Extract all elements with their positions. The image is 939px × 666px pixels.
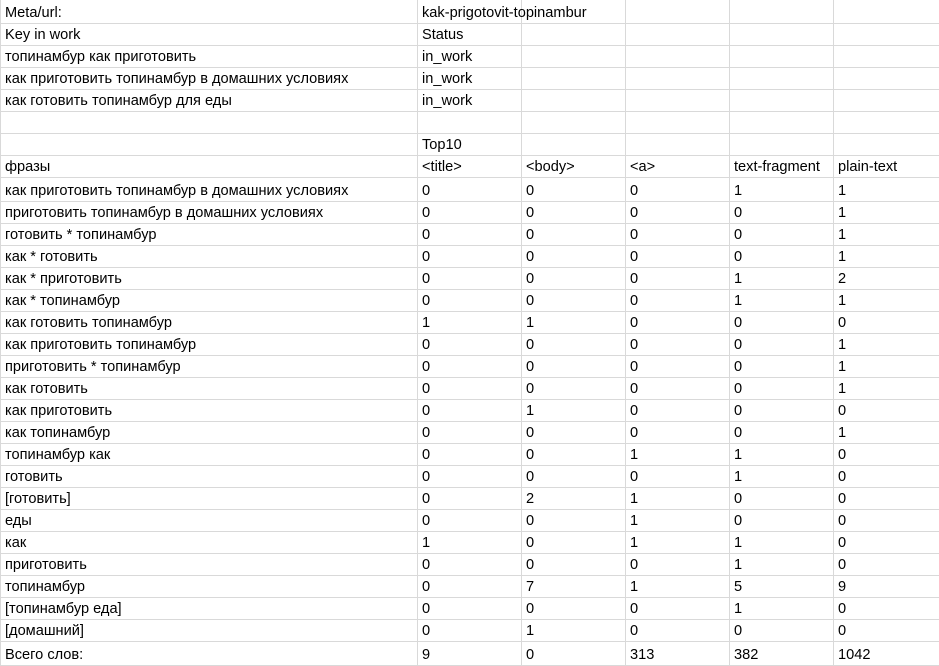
- title-count-cell[interactable]: 0: [418, 598, 522, 620]
- body-count-cell[interactable]: 0: [522, 202, 626, 224]
- plain-text-count-cell[interactable]: 1: [834, 246, 939, 268]
- table-row: [1, 312, 939, 334]
- table-row: [1, 356, 939, 378]
- meta-value-cell[interactable]: kak-prigotovit-topinambur: [418, 0, 522, 24]
- a-count-cell[interactable]: 1: [626, 510, 730, 532]
- plain-text-count-cell[interactable]: 2: [834, 268, 939, 290]
- body-count-cell[interactable]: 7: [522, 576, 626, 598]
- phrase-cell[interactable]: как * приготовить: [1, 268, 418, 290]
- phrase-cell[interactable]: как топинамбур: [1, 422, 418, 444]
- table-row: [1, 598, 939, 620]
- table-row: [1, 444, 939, 466]
- plain-text-count-cell[interactable]: 0: [834, 400, 939, 422]
- column-header-row: [1, 156, 939, 178]
- phrase-cell[interactable]: готовить: [1, 466, 418, 488]
- empty-cell[interactable]: [522, 112, 626, 134]
- body-count-cell[interactable]: 0: [522, 422, 626, 444]
- totals-plain-text-cell[interactable]: 1042: [834, 642, 939, 666]
- text-fragment-count-cell[interactable]: 0: [730, 224, 834, 246]
- text-fragment-count-cell[interactable]: 1: [730, 268, 834, 290]
- title-count-cell[interactable]: 0: [418, 510, 522, 532]
- plain-text-count-cell[interactable]: 1: [834, 356, 939, 378]
- key-phrase-cell[interactable]: топинамбур как приготовить: [1, 46, 418, 68]
- empty-cell[interactable]: [418, 112, 522, 134]
- phrase-cell[interactable]: приготовить * топинамбур: [1, 356, 418, 378]
- a-count-cell[interactable]: 0: [626, 422, 730, 444]
- phrase-cell[interactable]: [домашний]: [1, 620, 418, 642]
- phrase-cell[interactable]: как: [1, 532, 418, 554]
- a-count-cell[interactable]: 0: [626, 466, 730, 488]
- title-count-cell[interactable]: 0: [418, 400, 522, 422]
- empty-cell[interactable]: [730, 24, 834, 46]
- spreadsheet-body: [1, 0, 939, 178]
- a-count-cell[interactable]: 0: [626, 246, 730, 268]
- phrase-rows: [1, 178, 939, 642]
- totals-body-cell[interactable]: 0: [522, 642, 626, 666]
- empty-cell[interactable]: [834, 24, 939, 46]
- key-phrase-cell[interactable]: как готовить топинамбур для еды: [1, 90, 418, 112]
- text-fragment-count-cell[interactable]: 0: [730, 378, 834, 400]
- body-count-cell[interactable]: 0: [522, 246, 626, 268]
- a-count-cell[interactable]: 0: [626, 224, 730, 246]
- phrase-cell[interactable]: как готовить топинамбур: [1, 312, 418, 334]
- title-count-cell[interactable]: 0: [418, 356, 522, 378]
- title-count-cell[interactable]: 0: [418, 178, 522, 202]
- totals-title-cell[interactable]: 9: [418, 642, 522, 666]
- table-row: [1, 620, 939, 642]
- empty-cell[interactable]: [834, 0, 939, 24]
- title-count-cell[interactable]: 0: [418, 378, 522, 400]
- empty-cell[interactable]: [522, 68, 626, 90]
- plain-text-count-cell[interactable]: 0: [834, 466, 939, 488]
- body-count-cell[interactable]: 1: [522, 312, 626, 334]
- empty-cell[interactable]: [626, 0, 730, 24]
- plain-text-count-cell[interactable]: 1: [834, 202, 939, 224]
- table-row: [1, 554, 939, 576]
- plain-text-count-cell[interactable]: 9: [834, 576, 939, 598]
- table-row: [1, 178, 939, 202]
- table-row: [1, 224, 939, 246]
- header-phrase-cell[interactable]: фразы: [1, 156, 418, 178]
- phrase-cell[interactable]: [готовить]: [1, 488, 418, 510]
- header-title-cell[interactable]: <title>: [418, 156, 522, 178]
- empty-cell[interactable]: [1, 112, 418, 134]
- title-count-cell[interactable]: 1: [418, 532, 522, 554]
- plain-text-count-cell[interactable]: 1: [834, 378, 939, 400]
- phrase-cell[interactable]: готовить * топинамбур: [1, 224, 418, 246]
- a-count-cell[interactable]: 0: [626, 620, 730, 642]
- title-count-cell[interactable]: 0: [418, 444, 522, 466]
- text-fragment-count-cell[interactable]: 5: [730, 576, 834, 598]
- totals-text-fragment-cell[interactable]: 382: [730, 642, 834, 666]
- plain-text-count-cell[interactable]: 0: [834, 554, 939, 576]
- phrase-cell[interactable]: как * готовить: [1, 246, 418, 268]
- meta-row: [1, 0, 939, 24]
- table-row: [1, 532, 939, 554]
- phrase-cell[interactable]: как приготовить: [1, 400, 418, 422]
- a-count-cell[interactable]: 0: [626, 312, 730, 334]
- empty-cell[interactable]: [522, 134, 626, 156]
- empty-cell[interactable]: [834, 134, 939, 156]
- a-count-cell[interactable]: 0: [626, 178, 730, 202]
- phrase-cell[interactable]: как приготовить топинамбур: [1, 334, 418, 356]
- totals-a-cell[interactable]: 313: [626, 642, 730, 666]
- title-count-cell[interactable]: 0: [418, 620, 522, 642]
- title-count-cell[interactable]: 0: [418, 246, 522, 268]
- title-count-cell[interactable]: 1: [418, 312, 522, 334]
- empty-cell[interactable]: [626, 24, 730, 46]
- header-plain-text-cell[interactable]: plain-text: [834, 156, 939, 178]
- body-count-cell[interactable]: 0: [522, 356, 626, 378]
- header-body-cell[interactable]: <body>: [522, 156, 626, 178]
- text-fragment-count-cell[interactable]: 1: [730, 466, 834, 488]
- keys-header-row: [1, 24, 939, 46]
- empty-cell[interactable]: [730, 68, 834, 90]
- key-row: [1, 68, 939, 90]
- empty-cell[interactable]: [834, 90, 939, 112]
- a-count-cell[interactable]: 0: [626, 334, 730, 356]
- phrase-cell[interactable]: еды: [1, 510, 418, 532]
- empty-row: [1, 112, 939, 134]
- plain-text-count-cell[interactable]: 0: [834, 532, 939, 554]
- header-text-fragment-cell[interactable]: text-fragment: [730, 156, 834, 178]
- body-count-cell[interactable]: 0: [522, 554, 626, 576]
- key-status-cell[interactable]: in_work: [418, 68, 522, 90]
- title-count-cell[interactable]: 0: [418, 224, 522, 246]
- body-count-cell[interactable]: 0: [522, 290, 626, 312]
- empty-cell[interactable]: [522, 24, 626, 46]
- title-count-cell[interactable]: 0: [418, 290, 522, 312]
- key-status-cell[interactable]: in_work: [418, 46, 522, 68]
- a-count-cell[interactable]: 0: [626, 268, 730, 290]
- phrase-cell[interactable]: как приготовить топинамбур в домашних условиях: [1, 178, 418, 202]
- empty-cell[interactable]: [730, 0, 834, 24]
- text-fragment-count-cell[interactable]: 1: [730, 178, 834, 202]
- key-phrase-cell[interactable]: как приготовить топинамбур в домашних условиях: [1, 68, 418, 90]
- text-fragment-count-cell[interactable]: 0: [730, 334, 834, 356]
- text-fragment-count-cell[interactable]: 1: [730, 290, 834, 312]
- table-row: [1, 378, 939, 400]
- title-count-cell[interactable]: 0: [418, 202, 522, 224]
- body-count-cell[interactable]: 0: [522, 444, 626, 466]
- phrase-cell[interactable]: как готовить: [1, 378, 418, 400]
- empty-cell[interactable]: [834, 46, 939, 68]
- empty-cell[interactable]: [626, 46, 730, 68]
- plain-text-count-cell[interactable]: 1: [834, 290, 939, 312]
- empty-cell[interactable]: [626, 134, 730, 156]
- a-count-cell[interactable]: 1: [626, 444, 730, 466]
- top-label-cell[interactable]: Top10: [418, 134, 522, 156]
- body-count-cell[interactable]: 0: [522, 224, 626, 246]
- title-count-cell[interactable]: 0: [418, 466, 522, 488]
- empty-cell[interactable]: [730, 112, 834, 134]
- body-count-cell[interactable]: 0: [522, 378, 626, 400]
- key-status-cell[interactable]: in_work: [418, 90, 522, 112]
- text-fragment-count-cell[interactable]: 0: [730, 400, 834, 422]
- text-fragment-count-cell[interactable]: 1: [730, 532, 834, 554]
- a-count-cell[interactable]: 1: [626, 576, 730, 598]
- keys-header-status-cell[interactable]: Status: [418, 24, 522, 46]
- body-count-cell[interactable]: 0: [522, 532, 626, 554]
- plain-text-count-cell[interactable]: 0: [834, 312, 939, 334]
- title-count-cell[interactable]: 0: [418, 268, 522, 290]
- text-fragment-count-cell[interactable]: 0: [730, 422, 834, 444]
- empty-cell[interactable]: [834, 68, 939, 90]
- phrase-cell[interactable]: приготовить: [1, 554, 418, 576]
- phrase-cell[interactable]: приготовить топинамбур в домашних условиях: [1, 202, 418, 224]
- a-count-cell[interactable]: 0: [626, 202, 730, 224]
- plain-text-count-cell[interactable]: 0: [834, 510, 939, 532]
- plain-text-count-cell[interactable]: 1: [834, 178, 939, 202]
- table-row: [1, 510, 939, 532]
- body-count-cell[interactable]: 1: [522, 620, 626, 642]
- table-row: [1, 576, 939, 598]
- text-fragment-count-cell[interactable]: 0: [730, 620, 834, 642]
- table-row: [1, 466, 939, 488]
- totals-body: [1, 642, 939, 666]
- empty-cell[interactable]: [1, 134, 418, 156]
- table-row: [1, 488, 939, 510]
- table-row: [1, 334, 939, 356]
- text-fragment-count-cell[interactable]: 1: [730, 444, 834, 466]
- empty-cell[interactable]: [730, 46, 834, 68]
- totals-label-cell[interactable]: Всего слов:: [1, 642, 418, 666]
- empty-cell[interactable]: [730, 134, 834, 156]
- body-count-cell[interactable]: 0: [522, 510, 626, 532]
- title-count-cell[interactable]: 0: [418, 554, 522, 576]
- phrase-cell[interactable]: [топинамбур еда]: [1, 598, 418, 620]
- title-count-cell[interactable]: 0: [418, 334, 522, 356]
- plain-text-count-cell[interactable]: 1: [834, 422, 939, 444]
- plain-text-count-cell[interactable]: 0: [834, 620, 939, 642]
- table-row: [1, 422, 939, 444]
- table-row: [1, 246, 939, 268]
- plain-text-count-cell[interactable]: 0: [834, 598, 939, 620]
- body-count-cell[interactable]: 0: [522, 268, 626, 290]
- a-count-cell[interactable]: 0: [626, 290, 730, 312]
- title-count-cell[interactable]: 0: [418, 422, 522, 444]
- phrase-cell[interactable]: как * топинамбур: [1, 290, 418, 312]
- plain-text-count-cell[interactable]: 0: [834, 488, 939, 510]
- text-fragment-count-cell[interactable]: 0: [730, 356, 834, 378]
- plain-text-count-cell[interactable]: 1: [834, 334, 939, 356]
- key-row: [1, 46, 939, 68]
- a-count-cell[interactable]: 0: [626, 554, 730, 576]
- body-count-cell[interactable]: 2: [522, 488, 626, 510]
- header-a-cell[interactable]: <a>: [626, 156, 730, 178]
- top-label-row: [1, 134, 939, 156]
- empty-cell[interactable]: [522, 46, 626, 68]
- a-count-cell[interactable]: 1: [626, 532, 730, 554]
- table-row: [1, 400, 939, 422]
- empty-cell[interactable]: [730, 90, 834, 112]
- table-row: [1, 290, 939, 312]
- title-count-cell[interactable]: 0: [418, 488, 522, 510]
- text-fragment-count-cell[interactable]: 0: [730, 488, 834, 510]
- body-count-cell[interactable]: 0: [522, 178, 626, 202]
- text-fragment-count-cell[interactable]: 0: [730, 312, 834, 334]
- a-count-cell[interactable]: 0: [626, 378, 730, 400]
- empty-cell[interactable]: [626, 90, 730, 112]
- meta-label-cell[interactable]: Meta/url:: [1, 0, 418, 24]
- title-count-cell[interactable]: 0: [418, 576, 522, 598]
- text-fragment-count-cell[interactable]: 1: [730, 554, 834, 576]
- a-count-cell[interactable]: 0: [626, 400, 730, 422]
- a-count-cell[interactable]: 0: [626, 598, 730, 620]
- plain-text-count-cell[interactable]: 0: [834, 444, 939, 466]
- table-row: [1, 202, 939, 224]
- keys-header-label-cell[interactable]: Key in work: [1, 24, 418, 46]
- text-fragment-count-cell[interactable]: 0: [730, 202, 834, 224]
- plain-text-count-cell[interactable]: 1: [834, 224, 939, 246]
- empty-cell[interactable]: [626, 68, 730, 90]
- a-count-cell[interactable]: 0: [626, 356, 730, 378]
- body-count-cell[interactable]: 0: [522, 598, 626, 620]
- key-row: [1, 90, 939, 112]
- text-fragment-count-cell[interactable]: 0: [730, 510, 834, 532]
- text-fragment-count-cell[interactable]: 0: [730, 246, 834, 268]
- text-fragment-count-cell[interactable]: 1: [730, 598, 834, 620]
- table-row: [1, 268, 939, 290]
- empty-cell[interactable]: [522, 90, 626, 112]
- empty-cell[interactable]: [834, 112, 939, 134]
- totals-row: [1, 642, 939, 666]
- empty-cell[interactable]: [626, 112, 730, 134]
- body-count-cell[interactable]: 1: [522, 400, 626, 422]
- body-count-cell[interactable]: 0: [522, 334, 626, 356]
- body-count-cell[interactable]: 0: [522, 466, 626, 488]
- phrase-cell[interactable]: топинамбур: [1, 576, 418, 598]
- phrase-cell[interactable]: топинамбур как: [1, 444, 418, 466]
- a-count-cell[interactable]: 1: [626, 488, 730, 510]
